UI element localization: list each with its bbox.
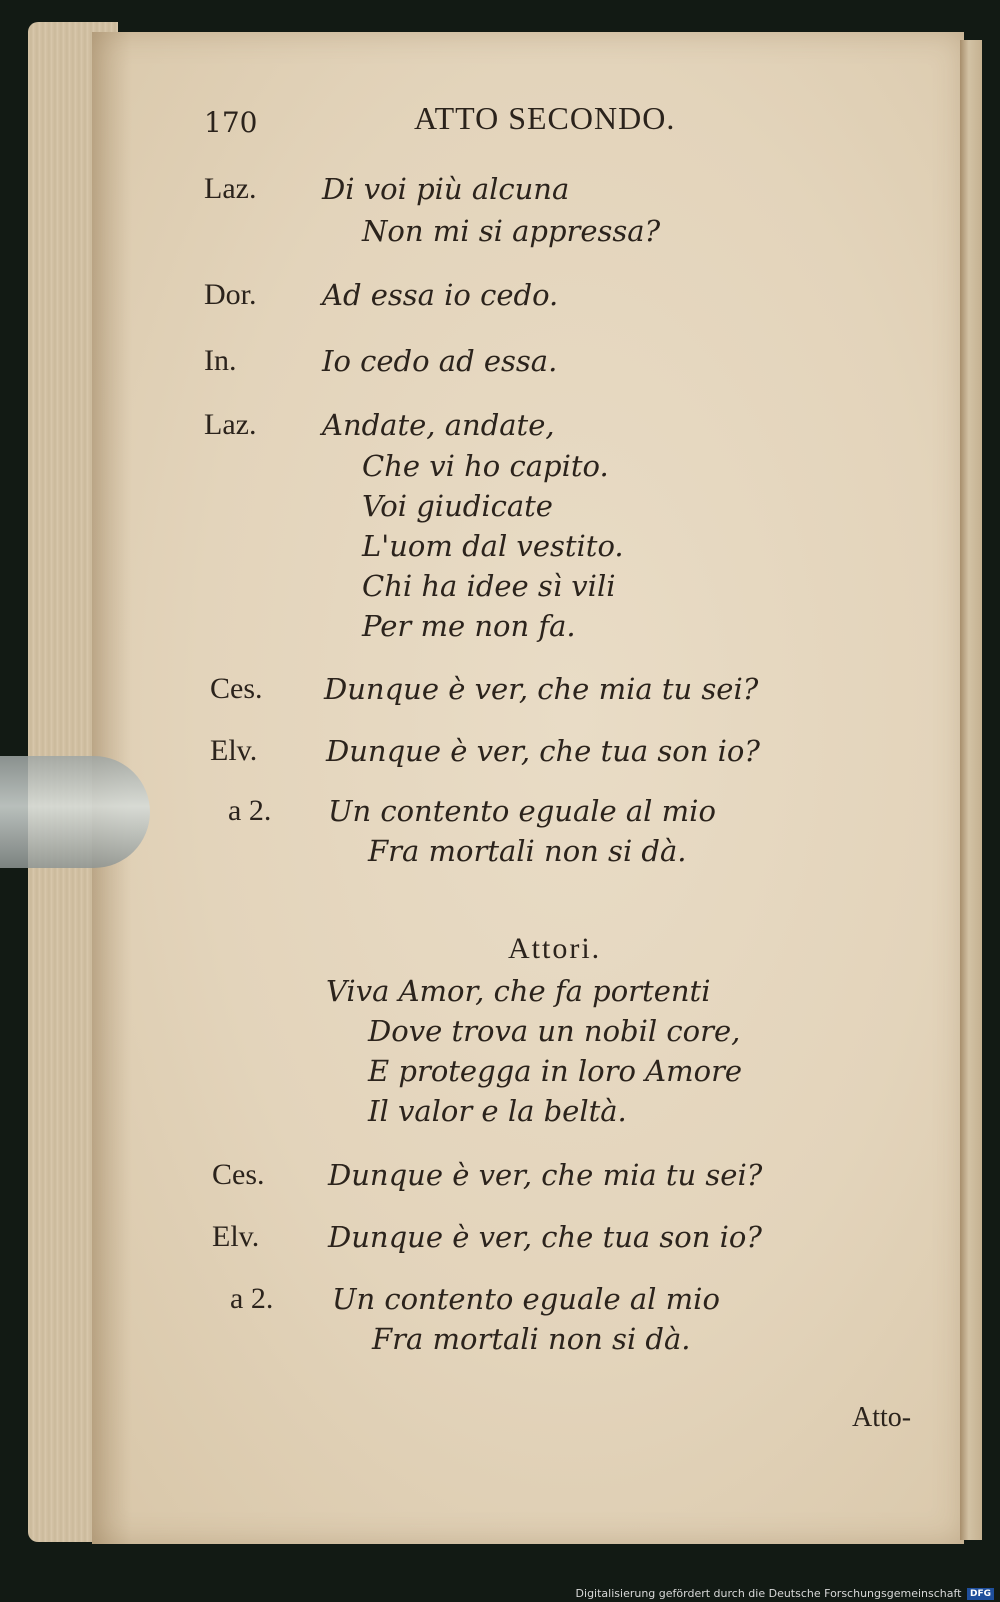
verse-line: Dunque è ver, che mia tu sei? xyxy=(328,1158,763,1192)
verse-line: Dove trova un nobil core, xyxy=(368,1014,741,1048)
speaker-label: a 2. xyxy=(228,794,272,827)
speaker-label: Elv. xyxy=(212,1220,260,1253)
verse-line: Viva Amor, che fa portenti xyxy=(326,974,711,1008)
verse-line: Un contento eguale al mio xyxy=(328,794,716,828)
digitization-credit xyxy=(576,1587,994,1600)
verse-line: Di voi più alcuna xyxy=(322,172,570,206)
speaker-label: Laz. xyxy=(204,172,257,205)
verse-line: L'uom dal vestito. xyxy=(362,529,624,563)
verse-line: Che vi ho capito. xyxy=(362,449,609,483)
credit-text: Digitalisierung gefördert durch die Deutsche Forschungsgemeinschaft xyxy=(575,1587,962,1600)
dfg-logo: DFG xyxy=(967,1588,994,1600)
verse-line: Chi ha idee sì vili xyxy=(362,569,616,603)
speaker-label: Laz. xyxy=(204,408,257,441)
verse-line: Fra mortali non si dà. xyxy=(368,834,687,868)
speaker-label: Ces. xyxy=(212,1158,265,1191)
verse-line: Dunque è ver, che mia tu sei? xyxy=(324,672,759,706)
speaker-label: Ces. xyxy=(210,672,263,705)
verse-line: Dunque è ver, che tua son io? xyxy=(328,1220,762,1254)
page-number: 170 xyxy=(204,106,258,139)
speaker-label: Dor. xyxy=(204,278,257,311)
speaker-label: In. xyxy=(204,344,237,377)
verse-line: Dunque è ver, che tua son io? xyxy=(326,734,760,768)
verse-line: Un contento eguale al mio xyxy=(332,1282,720,1316)
verse-line: Andate, andate, xyxy=(322,408,555,442)
verse-line: Fra mortali non si dà. xyxy=(372,1322,691,1356)
verse-line: Ad essa io cedo. xyxy=(322,278,559,312)
section-heading: Attori. xyxy=(508,932,602,965)
verse-line: Per me non fa. xyxy=(362,609,576,643)
verse-line: E protegga in loro Amore xyxy=(368,1054,743,1088)
verse-line: Io cedo ad essa. xyxy=(322,344,558,378)
speaker-label: Elv. xyxy=(210,734,258,767)
catchword: Atto- xyxy=(852,1402,912,1433)
verse-line: Il valor e la beltà. xyxy=(368,1094,627,1128)
running-header: ATTO SECONDO. xyxy=(414,100,676,136)
verse-line: Voi giudicate xyxy=(362,489,553,523)
speaker-label: a 2. xyxy=(230,1282,274,1315)
verse-line: Non mi si appressa? xyxy=(362,214,661,248)
